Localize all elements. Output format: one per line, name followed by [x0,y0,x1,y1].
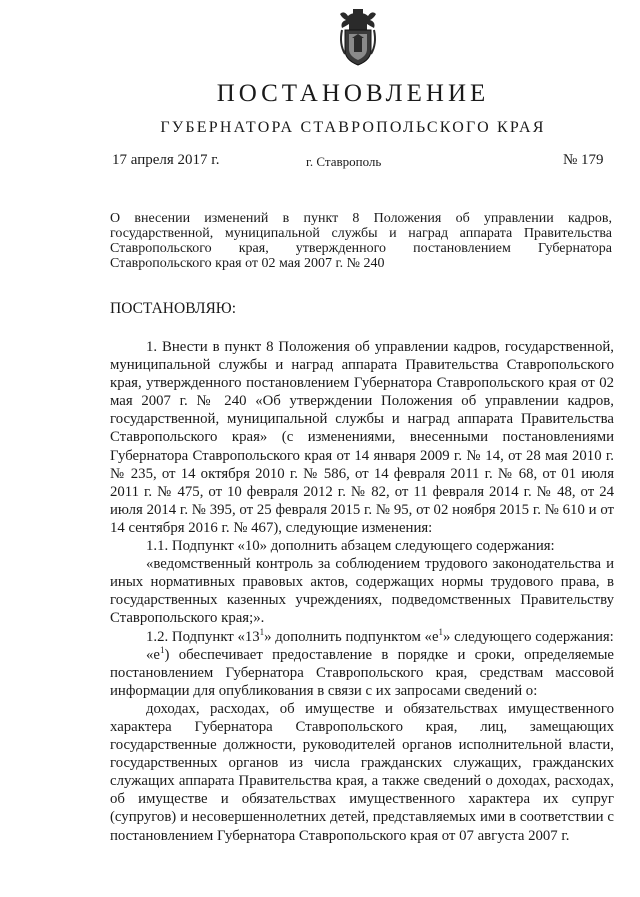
paragraph-e1 [110,646,614,700]
coat-of-arms-icon [336,8,380,66]
document-body [110,338,614,845]
paragraph-1-1: 1.1. Подпункт «10» дополнить абзацем следующего содержания: [146,538,555,555]
paragraph-1-2-part-c: » следующего содержания: [443,628,614,645]
paragraph-1-2-part-b: » дополнить подпунктом «е [264,628,439,645]
superscript: 1 [159,644,165,655]
decree-heading: ПОСТАНОВЛЯЮ: [110,300,237,317]
paragraph-income: доходах, расходах, об имуществе и обязательствах имущественного характера Губернатора Ставропольского края, лиц, замещающих государственные должности, руководителей органов исполнительной власти, государственных органов из числа гражданских служащих, гражданских служащих аппарата Правительства края, а также сведений о доходах, расходах, об имуществе и обязательствах имущественного характера их супруг (супругов) и несовершеннолетних детей, представляемых ими в соответствии с постановлением Губернатора Ставропольского края от 07 августа 2007 г. [110,700,614,844]
paragraph-1-2-part-a: 1.2. Подпункт «13 [146,628,260,645]
document-subject: О внесении изменений в пункт 8 Положения об управлении кадров, государственной, муниципальной службы и наград аппарата Правительства Ставропольского края, утвержденного постановлением Губернатора Ставропольского края от 02 мая 2007 г. № 240 [110,211,612,271]
paragraph-e1-part-b: ) обеспечивает предоставление в порядке и сроки, определяемые постановлением Губернатора Ставропольского края, средствам массовой информации для опубликования в связи с их запросами сведений о: [110,646,614,699]
superscript: 1 [259,626,265,637]
superscript: 1 [438,626,444,637]
paragraph-1-2 [110,628,614,646]
document-city: г. Ставрополь [306,154,382,169]
paragraph-1: 1. Внести в пункт 8 Положения об управлении кадров, государственной, муниципальной службы и наград аппарата Правительства Ставропольского края, утвержденного постановлением Губернатора Ставропольского края от 02 мая 2007 г. № 240 «Об утверждении Положения об управлении кадров, государственной, муниципальной службы и наград аппарата Правительства Ставропольского края» (с изменениями, внесенными постановлениями Губернатора Ставропольского края от 14 января 2009 г. № 14, от 28 мая 2010 г. № 235, от 14 октября 2010 г. № 586, от 14 февраля 2011 г. № 68, от 01 июля 2011 г. № 475, от 10 февраля 2012 г. № 82, от 11 февраля 2014 г. № 48, от 24 июля 2014 г. № 395, от 25 февраля 2015 г. № 95, от 02 ноября 2015 г. № 610 и от 14 сентября 2016 г. № 467), следующие изменения: [110,339,614,536]
document-title: ПОСТАНОВЛЕНИЕ [216,80,490,107]
issuer-subtitle: ГУБЕРНАТОРА СТАВРОПОЛЬСКОГО КРАЯ [160,119,546,136]
document-date: 17 апреля 2017 г. [112,152,220,168]
paragraph-e1-part-a: «е [146,646,160,663]
document-number: № 179 [563,152,604,168]
paragraph-quote-1: «ведомственный контроль за соблюдением трудового законодательства и иных нормативных правовых актов, содержащих нормы трудового права, в государственных казенных учреждениях, подведомственных Правительству Ставропольского края;». [110,556,614,627]
